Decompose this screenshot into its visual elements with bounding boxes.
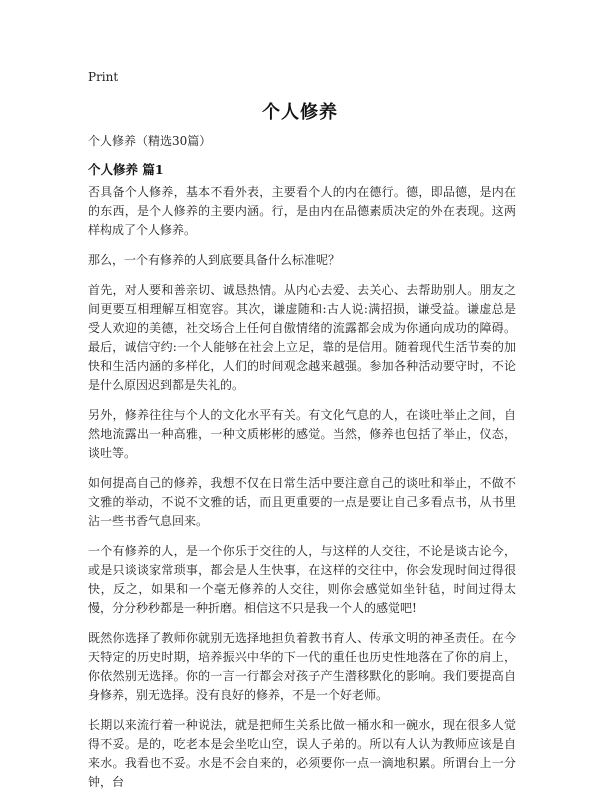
paragraph: 既然你选择了教师你就别无选择地担负着教书育人、传承文明的神圣责任。在今天特定的历史时期，培养振兴中华的下一代的重任也历史性地落在了你的肩上，你依然别无选择。你的一言一行都会对孩子产生潜移默化的影响。我们要提高自身修养，别无选择。没有良好的修养，不是一个好老师。	[88, 631, 516, 702]
print-label: Print	[88, 70, 119, 84]
page-title: 个人修养	[262, 102, 338, 123]
document-subtitle: 个人修养（精选30篇）	[88, 134, 212, 148]
paragraph: 否具备个人修养，基本不看外表，主要看个人的内在德行。德，即品德，是内在的东西，是个人修养的主要内涵。行，是由内在品德素质决定的外在表现。这两样构成了个人修养。	[88, 185, 516, 237]
article-body	[88, 183, 516, 803]
paragraph: 那么，一个有修养的人到底要具备什么标准呢？	[88, 253, 341, 267]
paragraph: 首先，对人要和善亲切、诚恳热情。从内心去爱、去关心、去帮助别人。朋友之间更要互相理解互相宽容。其次，谦虚随和:古人说:满招损，谦受益。谦虚总是受人欢迎的美德，社交场合上任何自傲情绪的流露都会成为你通向成功的障碍。最后，诚信守约:一个人能够在社会上立足，靠的是信用。随着现代生活节奏的加快和生活内涵的多样化，人们的时间观念越来越强。参加各种活动要守时，不论是什么原因迟到都是失礼的。	[88, 283, 516, 392]
paragraph: 长期以来流行着一种说法，就是把师生关系比做一桶水和一碗水，现在很多人觉得不妥。是的，吃老本是会坐吃山空，误人子弟的。所以有人认为教师应该是自来水。我看也不妥。水是不会自来的，必须要你一点一滴地积累。所谓台上一分钟，台	[88, 718, 516, 789]
paragraph: 另外，修养往往与个人的文化水平有关。有文化气息的人，在谈吐举止之间，自然地流露出一种高雅，一种文质彬彬的感觉。当然，修养也包括了举止，仪态，谈吐等。	[88, 408, 516, 460]
section-heading: 个人修养 篇1	[88, 162, 164, 177]
paragraph: 一个有修养的人，是一个你乐于交往的人，与这样的人交往，不论是谈古论今，或是只谈谈家常琐事，都会是人生快事，在这样的交往中，你会发现时间过得很快，反之，如果和一个毫无修养的人交往，则你会感觉如坐针毡，时间过得太慢，分分秒秒都是一种折磨。相信这不只是我一个人的感觉吧!	[88, 544, 516, 615]
paragraph: 如何提高自己的修养，我想不仅在日常生活中要注意自己的谈吐和举止，不做不文雅的举动，不说不文雅的话，而且更重要的一点是要让自己多看点书，从书里沾一些书香气息回来。	[88, 476, 516, 528]
